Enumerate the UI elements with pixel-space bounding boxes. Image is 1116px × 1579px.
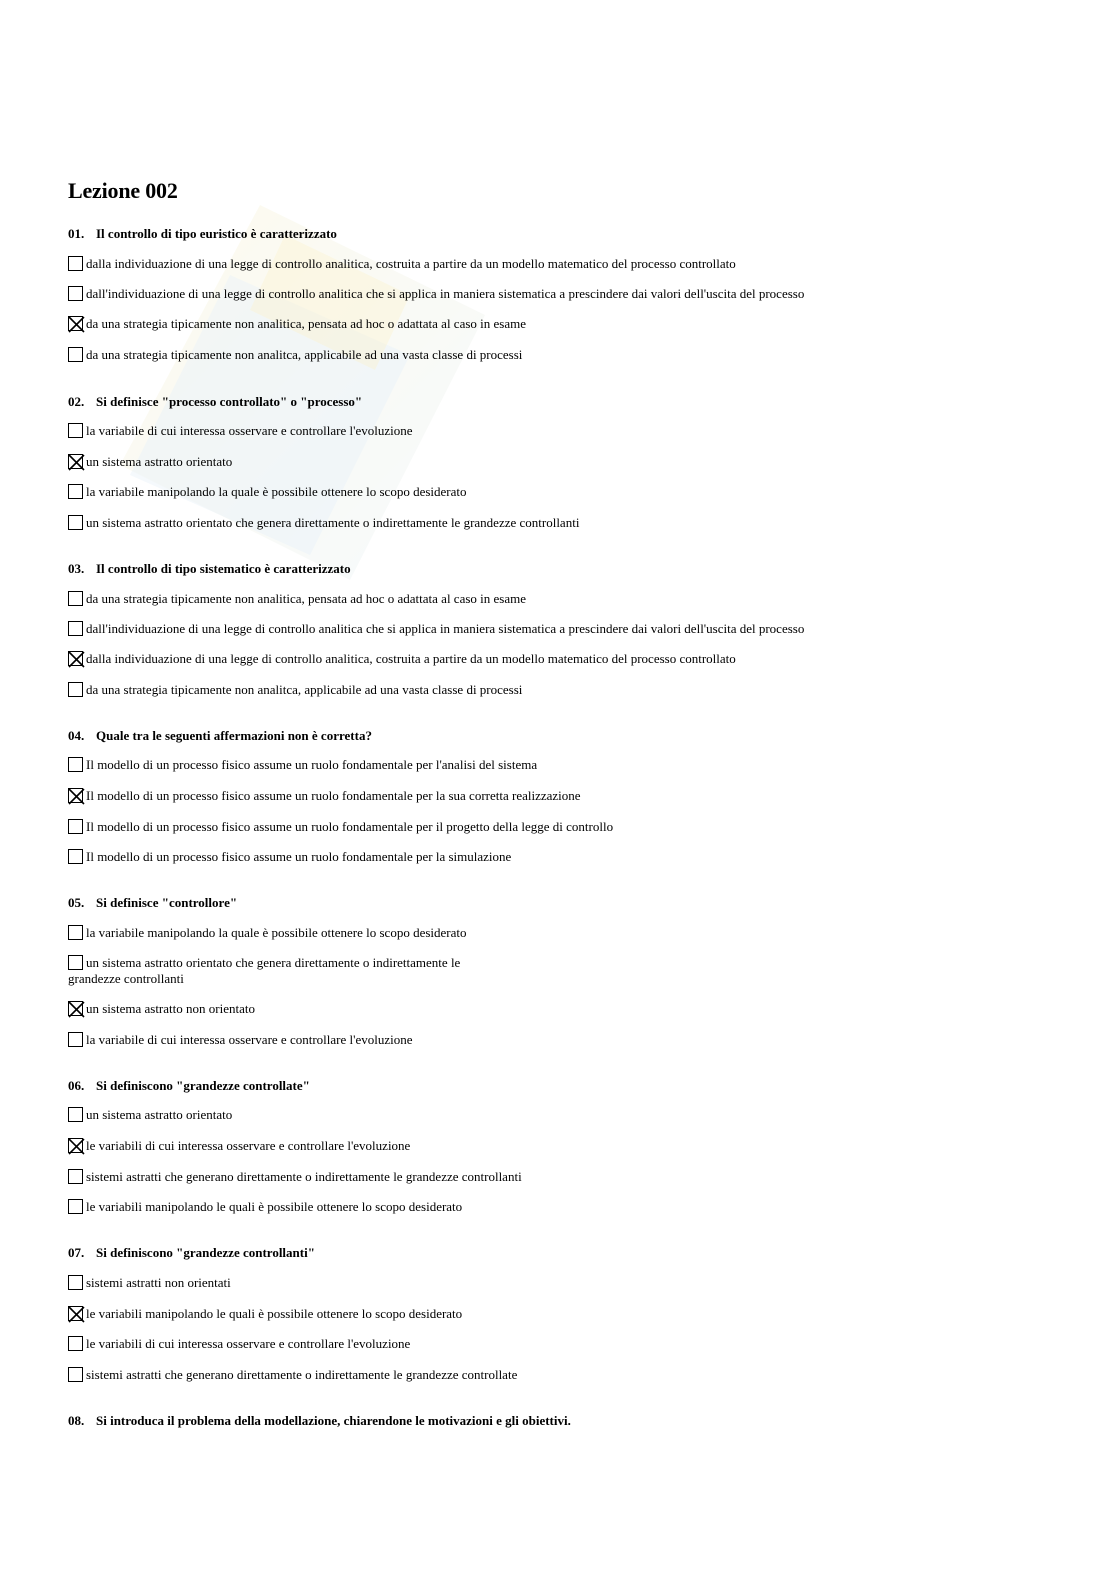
option-text: sistemi astratti che generano direttamente o indirettamente le grandezze controllanti (86, 1169, 522, 1184)
option-text: le variabili manipolando le quali è possibile ottenere lo scopo desiderato (86, 1199, 463, 1214)
answer-option[interactable] (68, 1306, 462, 1322)
checkbox[interactable] (68, 1336, 83, 1351)
option-text: la variabile manipolando la quale è possibile ottenere lo scopo desiderato (86, 925, 467, 940)
question-text: Quale tra le seguenti affermazioni non è corretta? (96, 728, 372, 743)
answer-option[interactable] (68, 651, 736, 667)
checkbox-checked[interactable] (68, 651, 83, 666)
answer-option[interactable] (68, 757, 537, 773)
question-text: Si definiscono "grandezze controllate" (96, 1078, 310, 1093)
option-text: Il modello di un processo fisico assume un ruolo fondamentale per l'analisi del sistema (86, 757, 538, 772)
page-title: Lezione 002 (68, 178, 178, 203)
option-text: da una strategia tipicamente non analitca, applicabile ad una vasta classe di processi (86, 682, 523, 697)
answer-option[interactable] (68, 819, 613, 835)
answer-option[interactable] (68, 316, 526, 332)
checkbox[interactable] (68, 925, 83, 940)
answer-option[interactable] (68, 515, 579, 531)
checkbox[interactable] (68, 621, 83, 636)
option-text: dalla individuazione di una legge di controllo analitica, costruita a partire da un modello matematico del processo controllato (86, 256, 736, 271)
question-number: 08. (68, 1413, 85, 1428)
check-x-icon (68, 1306, 85, 1323)
answer-option[interactable] (68, 788, 581, 804)
question-number: 03. (68, 561, 85, 576)
checkbox[interactable] (68, 256, 83, 271)
checkbox[interactable] (68, 484, 83, 499)
option-text: dalla individuazione di una legge di controllo analitica, costruita a partire da un modello matematico del processo controllato (86, 651, 736, 666)
question-text: Il controllo di tipo sistematico è caratterizzato (96, 561, 351, 576)
checkbox[interactable] (68, 1032, 83, 1047)
question-number: 07. (68, 1245, 85, 1260)
answer-option[interactable] (68, 454, 232, 470)
answer-option[interactable] (68, 484, 467, 500)
checkbox[interactable] (68, 682, 83, 697)
question-title (68, 1413, 571, 1429)
question-text: Si definisce "processo controllato" o "processo" (96, 394, 363, 409)
checkbox[interactable] (68, 1275, 83, 1290)
check-x-icon (68, 788, 85, 805)
checkbox[interactable] (68, 423, 83, 438)
question-text: Si definiscono "grandezze controllanti" (96, 1245, 315, 1260)
checkbox[interactable] (68, 849, 83, 864)
answer-option[interactable] (68, 925, 467, 941)
answer-option[interactable] (68, 347, 522, 363)
question-title (68, 728, 372, 744)
answer-option[interactable] (68, 591, 526, 607)
answer-option[interactable] (68, 1199, 462, 1215)
checkbox-checked[interactable] (68, 1138, 83, 1153)
checkbox[interactable] (68, 1367, 83, 1382)
option-text: da una strategia tipicamente non analitca, applicabile ad una vasta classe di processi (86, 347, 523, 362)
option-text: la variabile di cui interessa osservare e controllare l'evoluzione (86, 423, 413, 438)
checkbox[interactable] (68, 1199, 83, 1214)
checkbox-checked[interactable] (68, 454, 83, 469)
option-text: sistemi astratti non orientati (86, 1275, 231, 1290)
checkbox-checked[interactable] (68, 1001, 83, 1016)
option-text: un sistema astratto orientato che genera direttamente o indirettamente le grandezze controllanti (68, 955, 461, 986)
answer-option[interactable] (68, 1275, 231, 1291)
checkbox-checked[interactable] (68, 1306, 83, 1321)
answer-option[interactable] (68, 1169, 522, 1185)
question-number: 02. (68, 394, 85, 409)
option-text: da una strategia tipicamente non analitica, pensata ad hoc o adattata al caso in esame (86, 316, 527, 331)
question-title (68, 1245, 315, 1261)
question-number: 06. (68, 1078, 85, 1093)
checkbox-checked[interactable] (68, 316, 83, 331)
answer-option[interactable] (68, 423, 412, 439)
option-text: la variabile manipolando la quale è possibile ottenere lo scopo desiderato (86, 484, 467, 499)
answer-option[interactable] (68, 682, 522, 698)
option-text: la variabile di cui interessa osservare e controllare l'evoluzione (86, 1032, 413, 1047)
checkbox-checked[interactable] (68, 788, 83, 803)
question-title (68, 895, 237, 911)
checkbox[interactable] (68, 955, 83, 970)
checkbox[interactable] (68, 757, 83, 772)
checkbox[interactable] (68, 515, 83, 530)
question-title (68, 226, 337, 242)
question-title (68, 394, 362, 410)
answer-option[interactable] (68, 1336, 410, 1352)
answer-option[interactable] (68, 1367, 517, 1383)
option-text: le variabili manipolando le quali è possibile ottenere lo scopo desiderato (86, 1306, 463, 1321)
question-text: Si introduca il problema della modellazione, chiarendone le motivazioni e gli obiettivi. (96, 1413, 571, 1428)
answer-option[interactable] (68, 955, 508, 987)
option-text: un sistema astratto non orientato (86, 1001, 255, 1016)
option-text: un sistema astratto orientato (86, 454, 233, 469)
question-number: 01. (68, 226, 85, 241)
answer-option[interactable] (68, 621, 804, 637)
answer-option[interactable] (68, 1107, 232, 1123)
option-text: le variabili di cui interessa osservare e controllare l'evoluzione (86, 1138, 411, 1153)
checkbox[interactable] (68, 591, 83, 606)
check-x-icon (68, 1001, 85, 1018)
checkbox[interactable] (68, 347, 83, 362)
question-text: Si definisce "controllore" (96, 895, 238, 910)
option-text: Il modello di un processo fisico assume un ruolo fondamentale per la simulazione (86, 849, 512, 864)
answer-option[interactable] (68, 256, 736, 272)
option-text: Il modello di un processo fisico assume un ruolo fondamentale per il progetto della legge di controllo (86, 819, 614, 834)
question-number: 05. (68, 895, 85, 910)
check-x-icon (68, 651, 85, 668)
question-title (68, 1078, 310, 1094)
option-text: un sistema astratto orientato che genera direttamente o indirettamente le grandezze controllanti (86, 515, 580, 530)
answer-option[interactable] (68, 286, 804, 302)
option-text: le variabili di cui interessa osservare e controllare l'evoluzione (86, 1336, 411, 1351)
checkbox[interactable] (68, 1107, 83, 1122)
question-title (68, 561, 351, 577)
option-text: un sistema astratto orientato (86, 1107, 233, 1122)
check-x-icon (68, 316, 85, 333)
option-text: dall'individuazione di una legge di controllo analitica che si applica in maniera sistematica a prescindere dai valori dell'uscita del processo (86, 621, 805, 636)
answer-option[interactable] (68, 1001, 255, 1017)
option-text: sistemi astratti che generano direttamente o indirettamente le grandezze controllate (86, 1367, 518, 1382)
answer-option[interactable] (68, 1032, 412, 1048)
answer-option[interactable] (68, 1138, 410, 1154)
option-text: Il modello di un processo fisico assume un ruolo fondamentale per la sua corretta realizzazione (86, 788, 581, 803)
question-number: 04. (68, 728, 85, 743)
checkbox[interactable] (68, 1169, 83, 1184)
checkbox[interactable] (68, 286, 83, 301)
answer-option[interactable] (68, 849, 511, 865)
check-x-icon (68, 454, 85, 471)
checkbox[interactable] (68, 819, 83, 834)
option-text: dall'individuazione di una legge di controllo analitica che si applica in maniera sistematica a prescindere dai valori dell'uscita del processo (86, 286, 805, 301)
question-text: Il controllo di tipo euristico è caratterizzato (96, 226, 337, 241)
check-x-icon (68, 1138, 85, 1155)
option-text: da una strategia tipicamente non analitica, pensata ad hoc o adattata al caso in esame (86, 591, 527, 606)
